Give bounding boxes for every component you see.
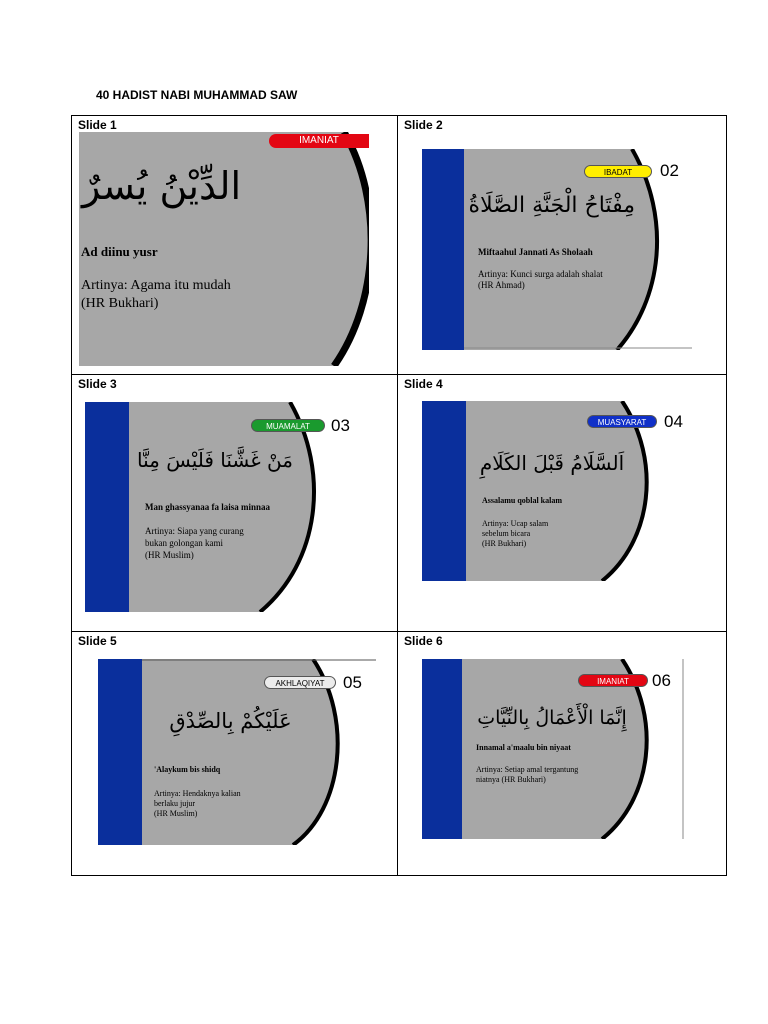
category-tag: MUAMALAT: [251, 419, 325, 432]
slide-blue-bar: [422, 149, 464, 350]
translation-text: bukan golongan kami: [145, 538, 223, 548]
slide-number: 05: [343, 673, 362, 692]
arabic-text: مِفْتَاحُ الْجَنَّةِ الصَّلَاةُ: [468, 193, 635, 218]
category-tag: IMANIAT: [269, 134, 369, 148]
table-cell-slide-1: [72, 116, 397, 374]
slide-number: 06: [652, 671, 671, 690]
translation-text: Artinya: Agama itu mudah: [81, 278, 231, 293]
arabic-text: إِنَّمَا الْأَعْمَالُ بِالنِّيَّاتِ: [477, 707, 627, 729]
slide-blue-bar: [422, 659, 462, 839]
slide-4-image: [422, 401, 696, 581]
slide-label: Slide 5: [78, 634, 117, 648]
slide-label: Slide 3: [78, 377, 117, 391]
slide-1-image: [79, 132, 369, 366]
translation-text: Artinya: Siapa yang curang: [145, 526, 244, 536]
translation-text: Artinya: Kunci surga adalah shalat: [478, 269, 603, 279]
translation-text: berlaku jujur: [154, 799, 196, 808]
slide-number: 02: [660, 161, 679, 180]
transliteration-text: Assalamu qoblal kalam: [482, 496, 563, 505]
source-text: (HR Muslim): [154, 809, 198, 818]
arabic-text: الدِّيْنُ يُسرٌ: [81, 164, 242, 208]
transliteration-text: Miftaahul Jannati As Sholaah: [478, 247, 593, 257]
transliteration-text: 'Alaykum bis shidq: [154, 765, 221, 774]
source-text: (HR Ahmad): [478, 280, 525, 290]
table-cell-slide-3: [72, 375, 397, 631]
translation-text: niatnya (HR Bukhari): [476, 775, 546, 784]
slide-blue-bar: [85, 402, 129, 612]
transliteration-text: Man ghassyanaa fa laisa minnaa: [145, 502, 271, 512]
slide-label: Slide 1: [78, 118, 117, 132]
slide-number: 03: [331, 416, 350, 435]
slide-blue-bar: [422, 401, 466, 581]
source-text: (HR Muslim): [145, 550, 194, 560]
table-cell-slide-6: [398, 632, 728, 876]
slide-2-image: [422, 149, 692, 350]
translation-text: sebelum bicara: [482, 529, 531, 538]
category-tag: AKHLAQIYAT: [264, 676, 336, 689]
slide-5-image: [98, 659, 376, 845]
category-tag: IBADAT: [584, 165, 652, 178]
slide-label: Slide 6: [404, 634, 443, 648]
slide-table: [71, 115, 727, 876]
category-tag: MUASYARAT: [587, 415, 657, 428]
document-title: 40 HADIST NABI MUHAMMAD SAW: [96, 88, 298, 102]
table-cell-slide-5: [72, 632, 397, 876]
slide-blue-bar: [98, 659, 142, 845]
transliteration-text: Innamal a'maalu bin niyaat: [476, 743, 571, 752]
arabic-text: اَلسَّلَامُ قَبْلَ الكَلَامِ: [479, 451, 625, 475]
slide-number: 04: [664, 412, 683, 431]
table-cell-slide-4: [398, 375, 728, 631]
slide-label: Slide 2: [404, 118, 443, 132]
table-cell-slide-2: [398, 116, 728, 374]
slide-label: Slide 4: [404, 377, 443, 391]
arabic-text: مَنْ غَشَّنَا فَلَيْسَ مِنَّا: [137, 448, 293, 472]
slide-3-image: [85, 402, 365, 612]
source-text: (HR Bukhari): [482, 539, 527, 548]
source-text: (HR Bukhari): [81, 296, 159, 311]
slide-6-image: [422, 659, 684, 839]
category-tag: IMANIAT: [578, 674, 648, 687]
translation-text: Artinya: Setiap amal tergantung: [476, 765, 579, 774]
translation-text: Artinya: Hendaknya kalian: [154, 789, 241, 798]
translation-text: Artinya: Ucap salam: [482, 519, 549, 528]
transliteration-text: Ad diinu yusr: [81, 244, 158, 259]
arabic-text: عَلَيْكُمْ بِالصِّدْقِ: [169, 709, 292, 733]
